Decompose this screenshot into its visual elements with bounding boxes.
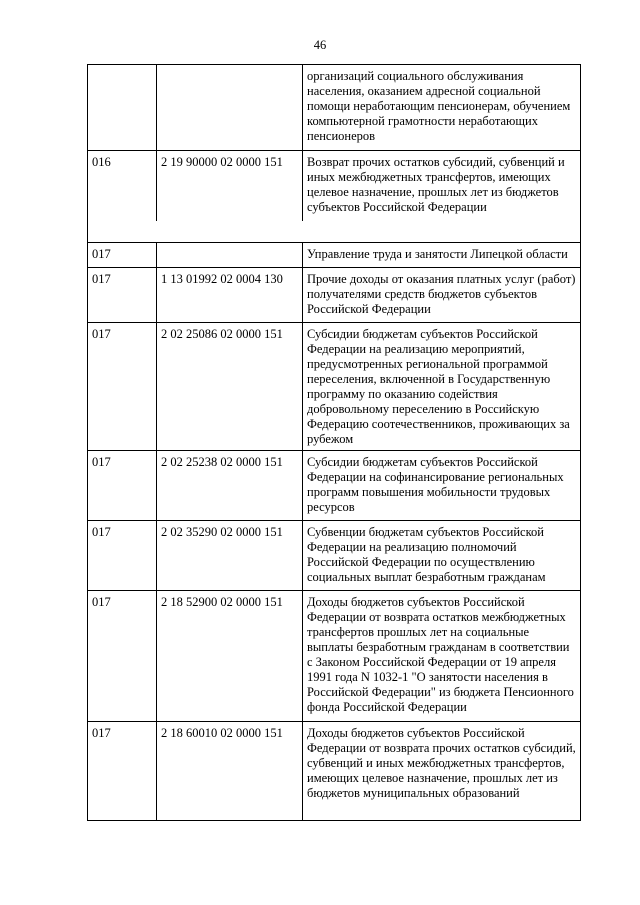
admin-code-cell [88, 65, 157, 151]
revenue-name-cell: организаций социального обслуживания населения, оказанием адресной социальной помощи неработающим пенсионерам, обучением компьютерной грамотности неработающих пенсионеров [303, 65, 581, 151]
spacer-cell [88, 221, 157, 243]
admin-code-cell: 017 [88, 521, 157, 591]
budget-code-cell: 2 02 35290 02 0000 151 [157, 521, 303, 591]
budget-code-cell: 2 18 52900 02 0000 151 [157, 591, 303, 722]
admin-code-cell: 017 [88, 243, 157, 268]
revenue-classification-table [87, 64, 581, 821]
table-row [88, 268, 581, 323]
revenue-name-cell: Субсидии бюджетам субъектов Российской Федерации на софинансирование региональных программ повышения мобильности трудовых ресурсов [303, 451, 581, 521]
table-row-spacer [88, 221, 581, 243]
budget-code-cell: 2 18 60010 02 0000 151 [157, 722, 303, 821]
revenue-name-cell: Субсидии бюджетам субъектов Российской Федерации на реализацию мероприятий, предусмотренных региональной программой переселения, включенной в Государственную программу по оказанию содействия добровольному переселению в Российскую Федерацию соотечественников, проживающих за рубежом [303, 323, 581, 451]
revenue-name-cell: Доходы бюджетов субъектов Российской Федерации от возврата прочих остатков субсидий, субвенций и иных межбюджетных трансфертов, имеющих целевое назначение, прошлых лет из бюджетов муниципальных образований [303, 722, 581, 821]
admin-code-cell: 016 [88, 151, 157, 222]
revenue-name-cell: Возврат прочих остатков субсидий, субвенций и иных межбюджетных трансфертов, имеющих целевое назначение, прошлых лет из бюджетов субъектов Российской Федерации [303, 151, 581, 222]
admin-code-cell: 017 [88, 268, 157, 323]
revenue-name-cell: Субвенции бюджетам субъектов Российской Федерации на реализацию полномочий Российской Федерации по осуществлению социальных выплат безработным гражданам [303, 521, 581, 591]
admin-code-cell: 017 [88, 591, 157, 722]
budget-code-cell: 2 02 25238 02 0000 151 [157, 451, 303, 521]
table-row [88, 323, 581, 451]
budget-code-cell [157, 65, 303, 151]
table-row [88, 591, 581, 722]
table-row [88, 451, 581, 521]
budget-code-cell [157, 243, 303, 268]
revenue-name-cell: Управление труда и занятости Липецкой области [303, 243, 581, 268]
spacer-cell [303, 221, 581, 243]
page-number: 46 [313, 38, 327, 52]
table-row [88, 722, 581, 821]
table-row [88, 65, 581, 151]
table-row [88, 243, 581, 268]
budget-code-cell: 2 19 90000 02 0000 151 [157, 151, 303, 222]
budget-code-cell: 1 13 01992 02 0004 130 [157, 268, 303, 323]
table-row [88, 521, 581, 591]
spacer-cell [157, 221, 303, 243]
admin-code-cell: 017 [88, 323, 157, 451]
revenue-name-cell: Доходы бюджетов субъектов Российской Федерации от возврата остатков межбюджетных трансфертов прошлых лет на социальные выплаты безработным гражданам в соответствии с Законом Российской Федерации от 19 апреля 1991 года N 1032-1 "О занятости населения в Российской Федерации" из бюджета Пенсионного фонда Российской Федерации [303, 591, 581, 722]
admin-code-cell: 017 [88, 451, 157, 521]
budget-code-cell: 2 02 25086 02 0000 151 [157, 323, 303, 451]
revenue-name-cell: Прочие доходы от оказания платных услуг (работ) получателями средств бюджетов субъектов Российской Федерации [303, 268, 581, 323]
table-row [88, 151, 581, 222]
admin-code-cell: 017 [88, 722, 157, 821]
